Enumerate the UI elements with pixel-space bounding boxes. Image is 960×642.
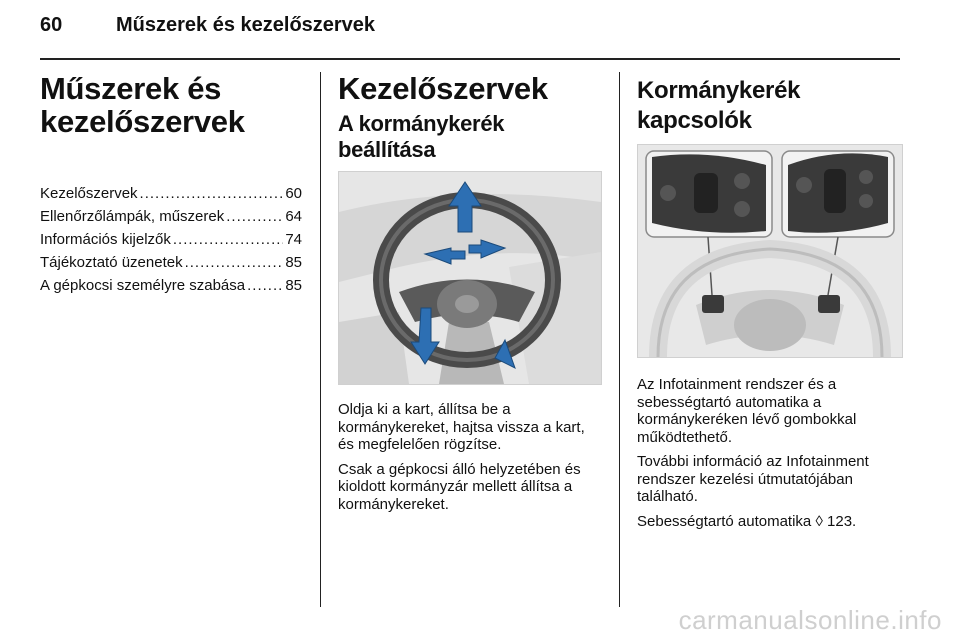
steering-wheel-controls-illustration xyxy=(638,145,902,357)
header-rule xyxy=(40,58,900,60)
toc-leader xyxy=(185,251,284,274)
steering-wheel-adjustment-illustration xyxy=(338,171,602,385)
toc-leader xyxy=(226,205,283,228)
toc-leader xyxy=(247,274,283,297)
column-divider xyxy=(320,72,321,607)
column-divider xyxy=(619,72,620,607)
steering-wheel-illustration xyxy=(339,172,601,384)
toc-label[interactable]: Ellenőrzőlámpák, műszerek xyxy=(40,208,225,225)
toc-label[interactable]: Tájékoztató üzenetek xyxy=(40,254,183,271)
cross-reference[interactable]: Sebességtartó automatika ◊ 123. xyxy=(637,512,857,530)
section-title: Kezelőszervek xyxy=(338,71,548,106)
toc-entry[interactable] xyxy=(40,251,302,274)
toc-entry[interactable] xyxy=(40,205,302,228)
toc-label[interactable]: A gépkocsi személyre szabása xyxy=(40,277,246,294)
toc-label[interactable]: Kezelőszervek xyxy=(40,185,138,202)
steering-adjustment-text xyxy=(338,401,604,513)
toc-entry[interactable] xyxy=(40,228,302,251)
paragraph: További információ az Infotainment rendszer kezelési útmutatójában található. xyxy=(637,453,869,505)
toc-page[interactable]: 85 xyxy=(285,277,302,294)
section-title: Kormánykerék kapcsolók xyxy=(637,77,801,134)
paragraph: Az Infotainment rendszer és a sebességtartó automatika a kormánykeréken lévő gombokkal működtethető. xyxy=(637,376,857,446)
toc-page[interactable]: 64 xyxy=(285,208,302,225)
watermark: carmanualsonline.info xyxy=(678,605,942,635)
middle-column xyxy=(338,72,604,513)
subsection-title: A kormánykerék beállítása xyxy=(338,111,505,162)
page-header xyxy=(40,14,900,44)
right-column xyxy=(637,72,903,530)
toc-leader xyxy=(173,228,283,251)
toc-entry[interactable] xyxy=(40,274,302,297)
toc-page[interactable]: 85 xyxy=(285,254,302,271)
toc-label[interactable]: Információs kijelzők xyxy=(40,231,171,248)
chapter-heading: Műszerek és kezelőszervek xyxy=(40,71,245,139)
paragraph: Csak a gépkocsi álló helyzetében és kioldott kormányzár mellett állítsa a kormánykereket. xyxy=(338,460,581,513)
switches-text xyxy=(637,376,903,530)
toc-leader xyxy=(140,182,284,205)
toc-entry[interactable] xyxy=(40,182,302,205)
toc-page[interactable]: 60 xyxy=(285,185,302,202)
paragraph: Oldja ki a kart, állítsa be a kormánykereket, hajtsa vissza a kart, és megfelelően rögzítse. xyxy=(338,401,585,453)
left-column xyxy=(40,72,302,297)
chapter-title: Műszerek és kezelőszervek xyxy=(116,14,376,36)
page-number: 60 xyxy=(40,14,63,36)
toc-page[interactable]: 74 xyxy=(285,231,302,248)
table-of-contents xyxy=(40,182,302,297)
steering-wheel-switches-illustration xyxy=(637,144,903,358)
